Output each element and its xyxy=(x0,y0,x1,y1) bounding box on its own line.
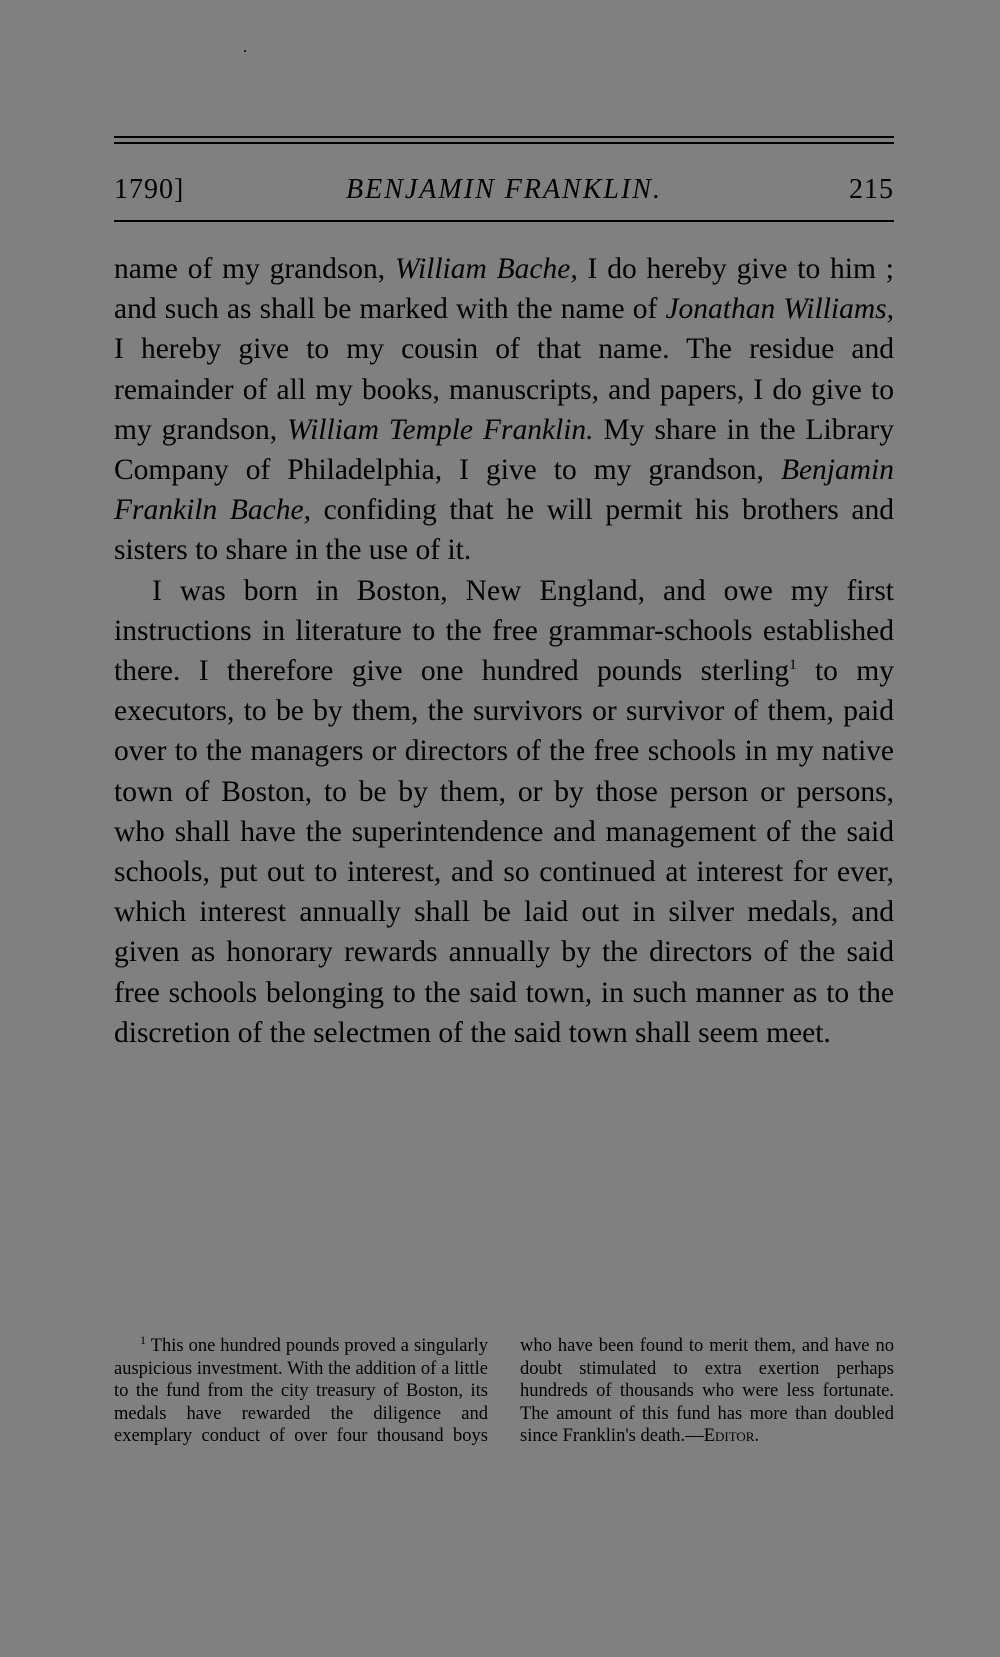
page-number: 215 xyxy=(849,174,894,205)
header-rule-top xyxy=(114,136,894,138)
paragraph-1 xyxy=(114,249,894,571)
body-text xyxy=(114,249,894,1053)
p1-name-jonathan-williams: Jonathan Williams, xyxy=(665,293,894,326)
p1-text-1: name of my grandson, xyxy=(114,253,396,285)
paragraph-2 xyxy=(114,571,894,1053)
footnote-text: This one hundred pounds proved a singularly auspicious investment. With the addition of a little to the fund from the city treasury of Boston, its medals have rewarded the diligence and exemplary conduct of over four thousand boys who have been found to merit them, and have no doubt stimulated to extra exertion perhaps hundreds of thousands who were less fortunate. The amount of this fund has more than doubled since Franklin's death.— xyxy=(114,1336,894,1446)
footnote-paragraph xyxy=(114,1332,894,1448)
p1-text-3: I hereby give to my cousin of that name. The residue and remainder of all my books, manuscripts, and papers, I do give to my grandson, xyxy=(114,333,894,446)
p1-name-william-bache: William Bache, xyxy=(395,253,578,285)
footnote-reference: 1 xyxy=(789,657,797,674)
header-title: BENJAMIN FRANKLIN. xyxy=(346,174,662,205)
p1-text-2: I do hereby give to him ; and such as shall be marked with the name of xyxy=(114,253,894,326)
p2-text-1: I was born in Boston, New England, and owe my first instructions in literature to the free grammar-schools established there. I therefore give one hundred pounds sterling xyxy=(114,574,894,688)
paper-speck xyxy=(244,50,246,52)
p1-name-benjamin-franklin-bache: Benjamin Frankiln Bache, xyxy=(114,454,894,527)
header-rule-top-second xyxy=(114,142,894,144)
header-rule-bottom xyxy=(114,220,894,222)
p2-text-2: to my executors, to be by them, the survivors or survivor of them, paid over to the managers or directors of the free schools in my native town of Boston, to be by them, or by those person or persons, who shall have the superintendence and management of the said schools, put out to interest, and so continued at interest for ever, which interest annually shall be laid out in silver medals, and given as honorary rewards annually by the directors of the said free schools belonging to the said town, in such manner as to the discretion of the selectmen of the said town shall seem meet. xyxy=(114,655,894,1049)
p1-name-william-temple-franklin: William Temple Franklin. xyxy=(287,413,594,446)
p1-text-4: My share in the Library Company of Philadelphia, I give to my grandson, xyxy=(114,413,894,487)
footnote-signature: Editor. xyxy=(703,1426,760,1446)
p1-text-5: confiding that he will permit his brothers and sisters to share in the use of it. xyxy=(114,494,894,567)
footnote xyxy=(114,1332,894,1448)
header-year: 1790] xyxy=(114,174,185,205)
running-header xyxy=(114,170,894,210)
book-page xyxy=(114,0,894,1657)
footnote-mark: 1 xyxy=(140,1332,146,1347)
